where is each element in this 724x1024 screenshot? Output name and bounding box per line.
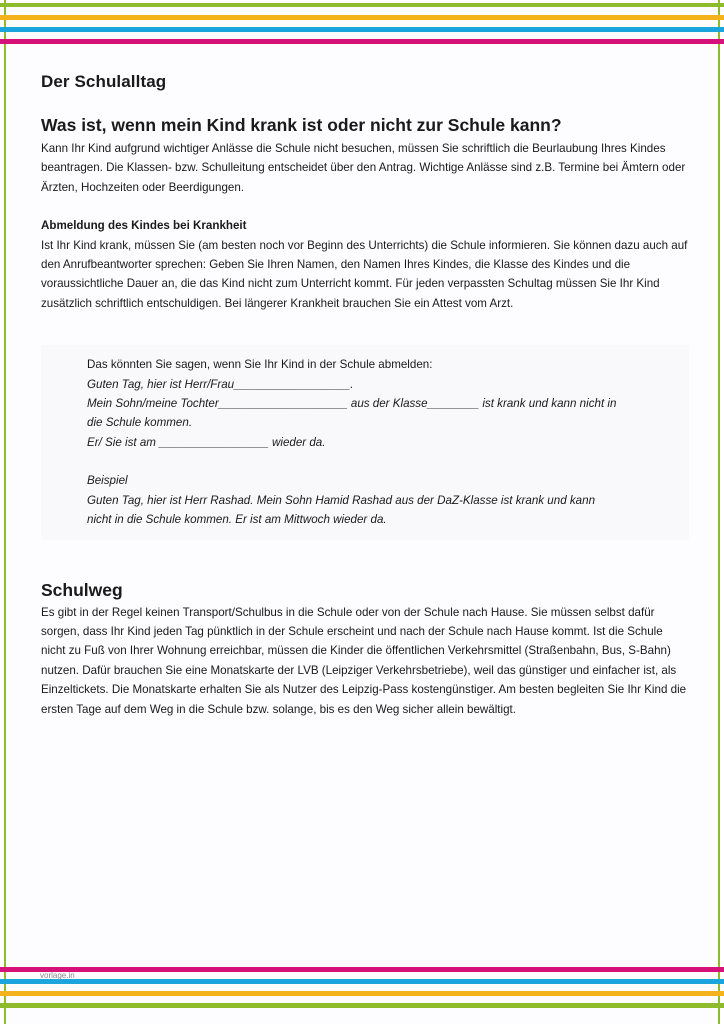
schulweg-heading: Schulweg [41, 579, 123, 600]
beispiel-line-2: nicht in die Schule kommen. Er ist am Mittwoch wieder da. [87, 513, 387, 527]
stripe-yellow [0, 15, 724, 20]
bottom-color-stripes [0, 967, 724, 1015]
stripe-yellow [0, 991, 724, 996]
stripe-magenta [0, 967, 724, 972]
footer-watermark: vorlage.in [40, 971, 75, 980]
example-line-1: Guten Tag, hier ist Herr/Frau__________________. [87, 377, 354, 391]
example-dialog-box [41, 345, 689, 539]
beispiel-line-1: Guten Tag, hier ist Herr Rashad. Mein Sohn Hamid Rashad aus der DaZ-Klasse ist krank und kann [87, 493, 596, 507]
section-title: Der Schulalltag [41, 72, 167, 91]
stripe-cyan [0, 27, 724, 32]
example-spacer [87, 452, 689, 471]
schulweg-paragraph: Es gibt in der Regel keinen Transport/Schulbus in die Schule oder von der Schule nach Hause. Sie müssen selbst dafür sorgen, dass Ihr Kind jeden Tag pünktlich in der Schule erscheint und nach der Schule nach Hause kommt. Ist die Schule nicht zu Fuß von Ihrer Wohnung erreichbar, müssen die Kinder die öffentlichen Verkehrsmittel (Straßenbahn, Bus, S-Bahn) nutzen. Dafür brauchen Sie eine Monatskarte der LVB (Leipziger Verkehrsbetriebe), weil das günstiger und einfacher ist, als Einzeltickets. Die Monatskarte erhalten Sie als Nutzer des Leipzig-Pass kostengünstiger. Am besten begleiten Sie Ihr Kind die ersten Tage auf dem Weg in die Schule bzw. solange, bis es den Weg sicher allein bewältigt. [41, 605, 687, 716]
top-color-stripes [0, 3, 724, 51]
example-line-4: Er/ Sie ist am _________________ wieder da. [87, 435, 326, 449]
example-line-3: die Schule kommen. [87, 416, 193, 430]
abmeldung-subheading: Abmeldung des Kindes bei Krankheit [41, 219, 247, 233]
stripe-magenta [0, 39, 724, 44]
krank-question-heading: Was ist, wenn mein Kind krank ist oder nicht zur Schule kann? [41, 115, 562, 135]
beispiel-label: Beispiel [87, 474, 128, 488]
example-line-2: Mein Sohn/meine Tochter____________________ aus der Klasse________ ist krank und kann nicht in [87, 397, 617, 411]
krank-intro-paragraph: Kann Ihr Kind aufgrund wichtiger Anlässe die Schule nicht besuchen, müssen Sie schriftlich die Beurlaubung Ihres Kindes beantragen. Die Klassen- bzw. Schulleitung entscheidet über den Antrag. Wichtige Anlässe sind z.B. Termine bei Ämtern oder Ärzten, Hochzeiten oder Beerdigungen. [41, 142, 686, 194]
stripe-green [0, 3, 724, 7]
document-content [41, 72, 689, 719]
stripe-green [0, 1003, 724, 1008]
example-intro: Das könnten Sie sagen, wenn Sie Ihr Kind in der Schule abmelden: [87, 358, 433, 372]
stripe-cyan [0, 979, 724, 984]
abmeldung-paragraph: Ist Ihr Kind krank, müssen Sie (am besten noch vor Beginn des Unterrichts) die Schule informieren. Sie können dazu auch auf den Anrufbeantworter sprechen: Geben Sie Ihren Namen, den Namen Ihres Kindes, die Klasse des Kindes und die voraussichtliche Dauer an, die das Kind nicht zum Unterricht kommt. Für jeden verpassten Schultag müssen Sie Ihr Kind zusätzlich schriftlich entschuldigen. Bei längerer Krankheit brauchen Sie ein Attest vom Arzt. [41, 238, 688, 310]
